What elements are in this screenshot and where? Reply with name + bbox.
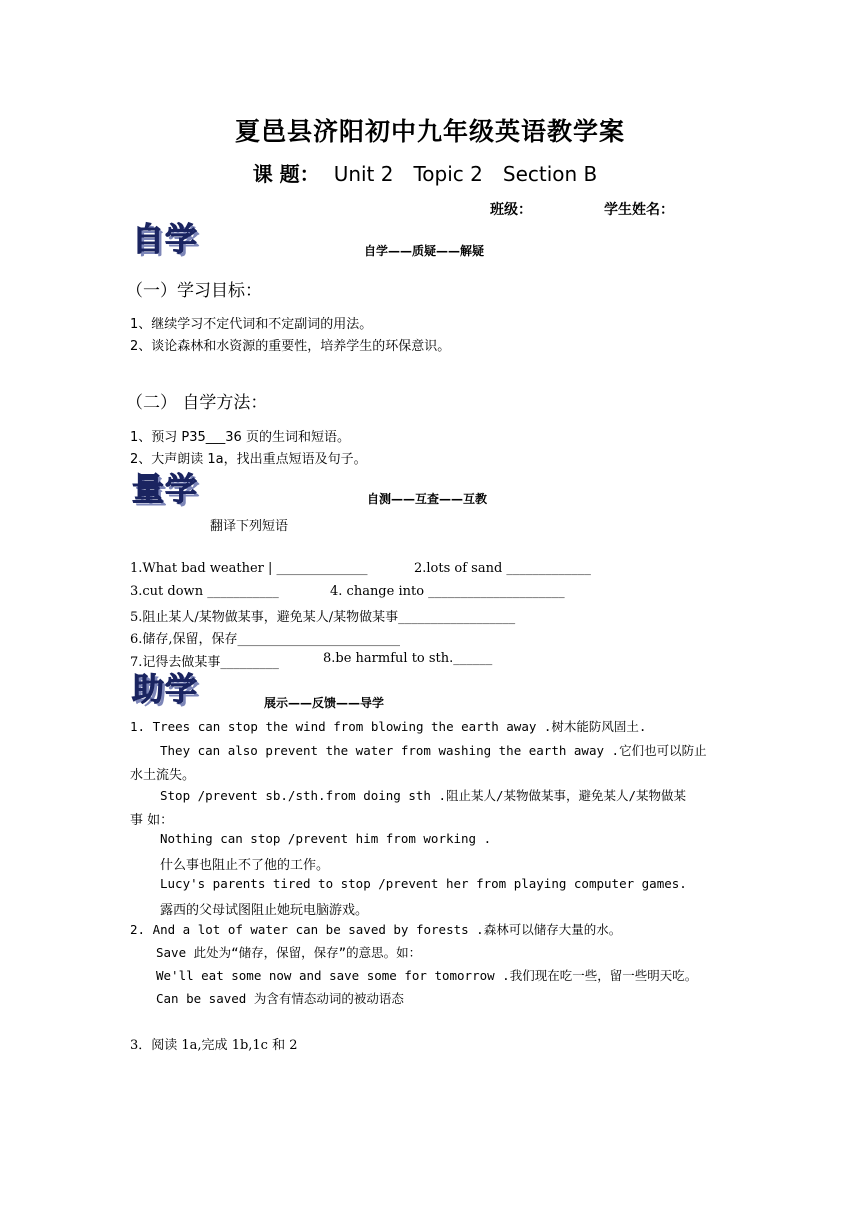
method-item: 1、预习 P35___36 页的生词和短语。	[130, 430, 350, 445]
example-line: Lucy's parents tired to stop /prevent her from playing computer games.	[160, 876, 687, 891]
phrase-item: 8.be harmful to sth.______	[323, 651, 493, 666]
phrase-item: 7.记得去做某事_________	[130, 655, 279, 670]
example-translation: 什么事也阻止不了他的工作。	[160, 858, 330, 873]
example-line: Nothing can stop /prevent him from working .	[160, 831, 492, 846]
page-title: 夏邑县济阳初中九年级英语教学案	[234, 117, 625, 146]
phrase-item: 4. change into _____________________	[330, 584, 565, 599]
help-badge: 助学	[132, 670, 199, 708]
unit-label: Unit 2	[333, 162, 394, 186]
phrase-item: 3.cut down ___________	[130, 584, 279, 599]
phrase-item: 2.lots of sand _____________	[414, 561, 591, 576]
translate-instruction: 翻译下列短语	[210, 519, 289, 534]
self-study-caption: 自学——质疑——解疑	[364, 244, 485, 258]
explanation-line: 2. And a lot of water can be saved by forests .森林可以储存大量的水。	[130, 922, 622, 937]
goals-heading: （一）学习目标：	[126, 281, 262, 301]
measure-caption: 自测——互查——互教	[367, 492, 488, 506]
reading-task: 3．阅读 1a,完成 1b,1c 和 2	[130, 1038, 298, 1053]
explanation-line: They can also prevent the water from washing the earth away .它们也可以防止	[160, 743, 707, 758]
goal-item: 1、继续学习不定代词和不定副词的用法。	[130, 317, 373, 332]
explanation-line: Stop /prevent sb./sth.from doing sth .阻止某人/某物做某事，避免某人/某物做某	[160, 788, 687, 803]
self-study-badge: 自学	[132, 220, 199, 258]
help-caption: 展示——反馈——导学	[264, 696, 385, 710]
goal-item: 2、谈论森林和水资源的重要性，培养学生的环保意识。	[130, 339, 451, 354]
example-line: We'll eat some now and save some for tomorrow .我们现在吃一些，留一些明天吃。	[156, 968, 698, 983]
class-label: 班级：	[490, 202, 532, 218]
explanation-line: 事 如：	[130, 813, 174, 828]
explanation-line: 1. Trees can stop the wind from blowing the earth away .树木能防风固土.	[130, 719, 647, 734]
explanation-line: Can be saved 为含有情态动词的被动语态	[156, 991, 404, 1006]
phrase-item: 5.阻止某人/某物做某事，避免某人/某物做某事__________________	[130, 610, 516, 625]
student-name-label: 学生姓名：	[604, 202, 674, 218]
lesson-subtitle	[0, 158, 860, 187]
phrase-item: 6.储存,保留，保存_________________________	[130, 632, 401, 647]
measure-badge: 量学	[132, 470, 199, 508]
method-heading: （二） 自学方法：	[126, 393, 268, 413]
phrase-item: 1.What bad weather | ______________	[130, 561, 368, 576]
section-label: Section B	[502, 162, 598, 186]
explanation-line: 水土流失。	[130, 768, 196, 783]
subject-label: 课 题：	[252, 162, 320, 186]
topic-label: Topic 2	[413, 162, 483, 186]
explanation-line: Save 此处为“储存，保留，保存”的意思。如：	[156, 945, 422, 960]
example-translation: 露西的父母试图阻止她玩电脑游戏。	[160, 903, 369, 918]
method-item: 2、大声朗读 1a，找出重点短语及句子。	[130, 452, 367, 467]
